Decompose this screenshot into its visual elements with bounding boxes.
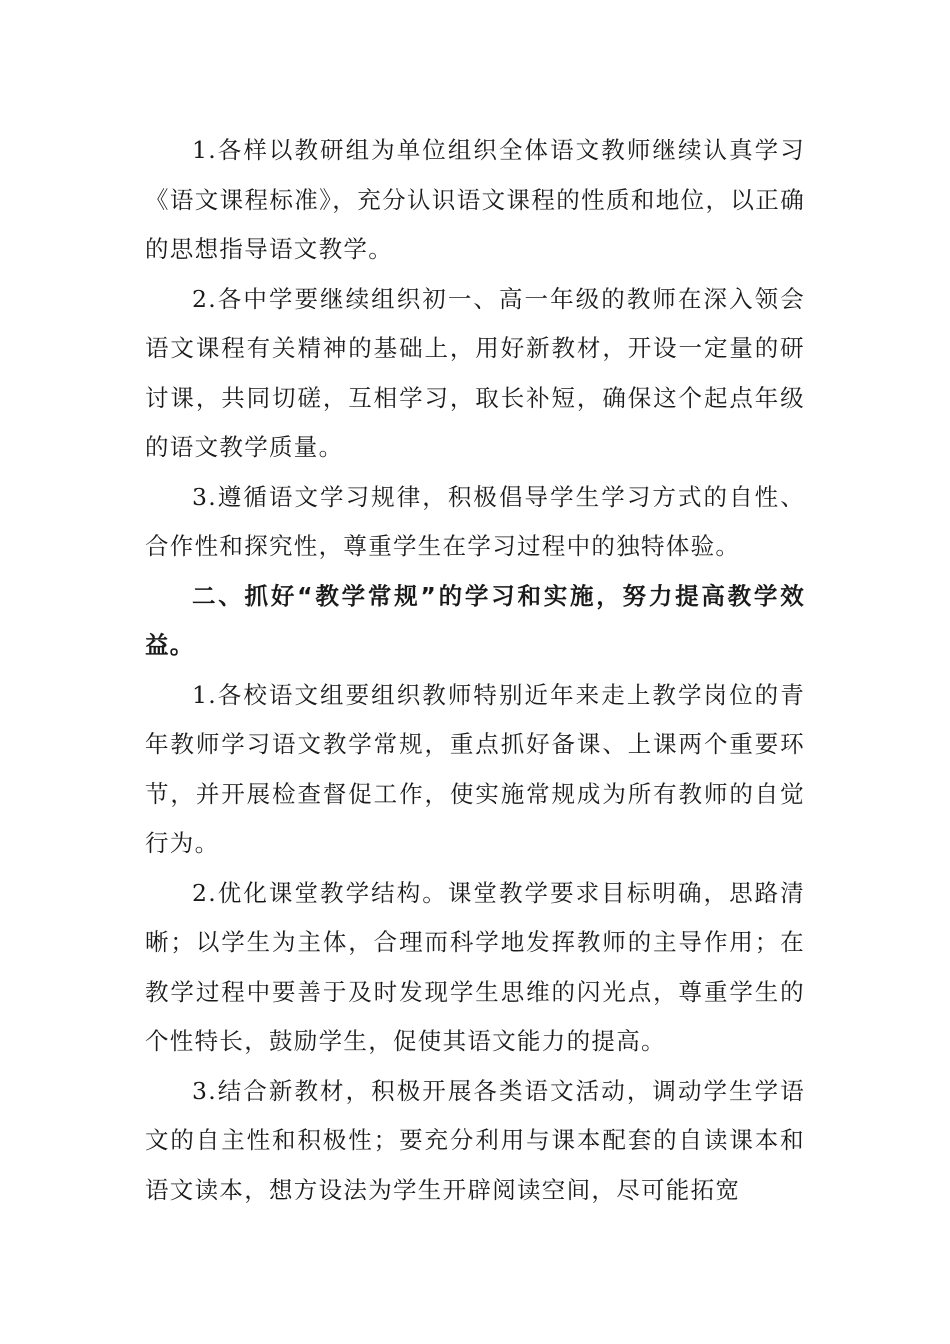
paragraph-2-3: 3.结合新教材，积极开展各类语文活动，调动学生学语文的自主性和积极性；要充分利用与课本配套的自读课本和语文读本，想方设法为学生开辟阅读空间，尽可能拓宽 bbox=[145, 1076, 805, 1204]
paragraph-1-2: 2.各中学要继续组织初一、高一年级的教师在深入领会语文课程有关精神的基础上，用好新教材，开设一定量的研讨课，共同切磋，互相学习，取长补短，确保这个起点年级的语文教学质量。 bbox=[145, 284, 805, 461]
section-heading-2: 二、抓好“教学常规”的学习和实施，努力提高教学效益。 bbox=[145, 581, 805, 659]
paragraph-2-2: 2.优化课堂教学结构。课堂教学要求目标明确，思路清晰；以学生为主体，合理而科学地发挥教师的主导作用；在教学过程中要善于及时发现学生思维的闪光点，尊重学生的个性特长，鼓励学生，促使其语文能力的提高。 bbox=[145, 878, 805, 1055]
document-page bbox=[145, 126, 805, 1215]
paragraph-1-3: 3.遵循语文学习规律，积极倡导学生学习方式的自性、合作性和探究性，尊重学生在学习过程中的独特体验。 bbox=[145, 482, 805, 560]
paragraph-2-1: 1.各校语文组要组织教师特别近年来走上教学岗位的青年教师学习语文教学常规，重点抓好备课、上课两个重要环节，并开展检查督促工作，使实施常规成为所有教师的自觉行为。 bbox=[145, 680, 805, 857]
paragraph-1-1: 1.各样以教研组为单位组织全体语文教师继续认真学习《语文课程标准》，充分认识语文课程的性质和地位，以正确的思想指导语文教学。 bbox=[145, 136, 805, 263]
